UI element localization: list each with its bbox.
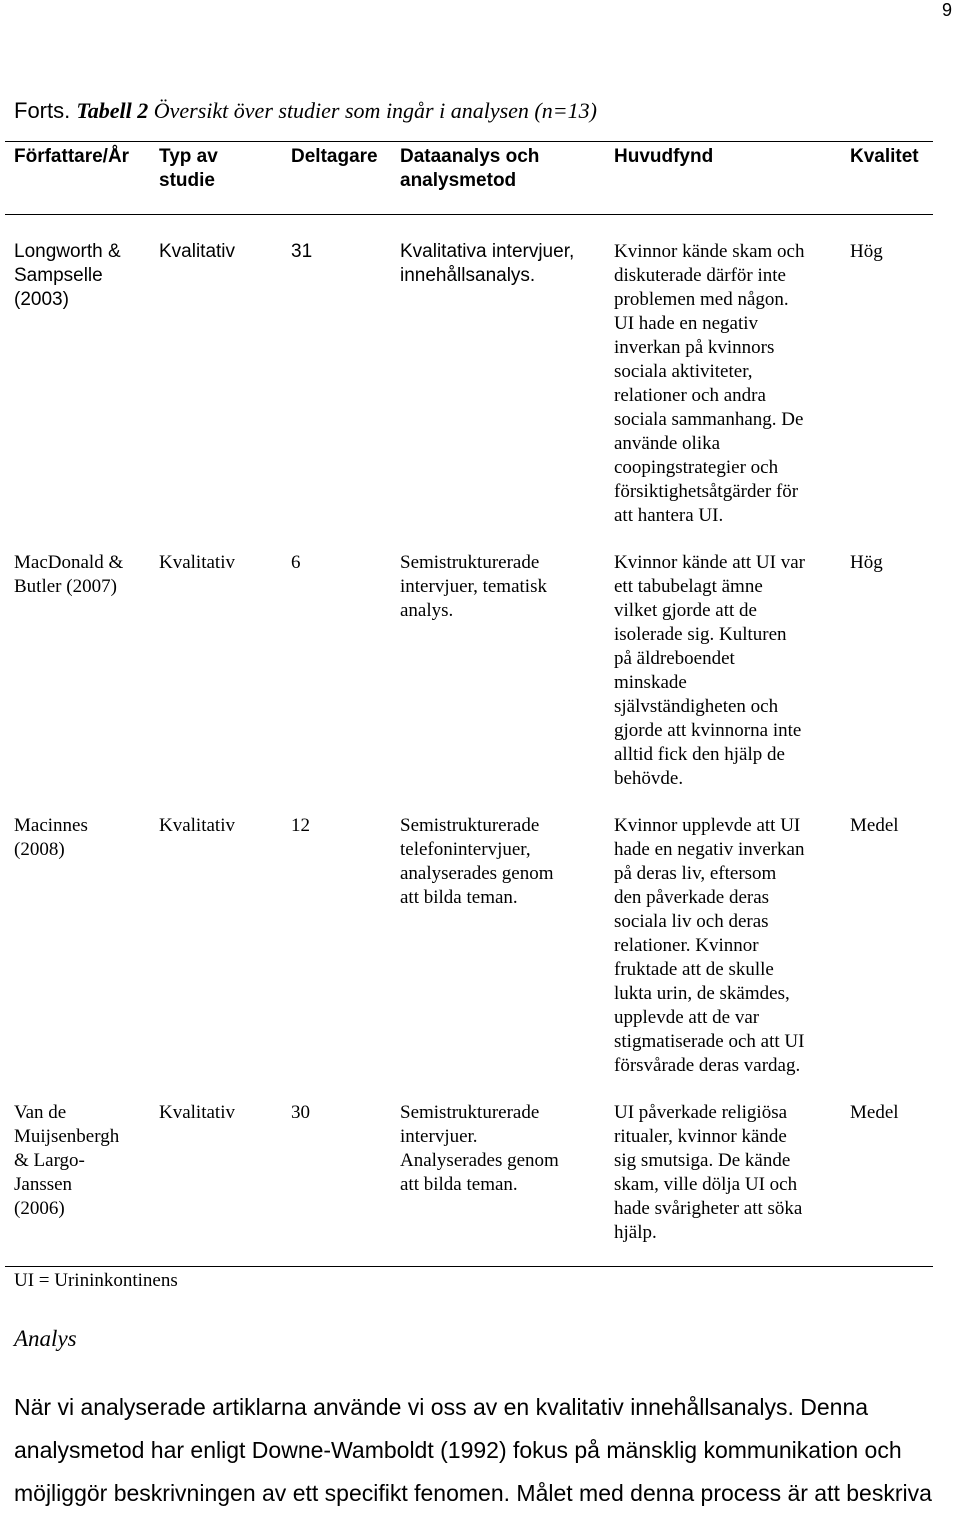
row-1-author: Longworth & Sampselle (2003) bbox=[14, 241, 121, 310]
row-1-participants: 31 bbox=[291, 241, 313, 262]
row-1-quality: Hög bbox=[850, 241, 883, 262]
header-type: Typ av studie bbox=[159, 146, 218, 191]
row-3-author: Macinnes (2008) bbox=[14, 815, 88, 860]
caption-prefix: Forts. bbox=[14, 98, 77, 123]
table-caption bbox=[14, 98, 597, 124]
caption-title: Översikt över studier som ingår i analysen (n=13) bbox=[148, 98, 597, 123]
row-3-type: Kvalitativ bbox=[159, 815, 235, 836]
row-2-findings: Kvinnor kände att UI var ett tabubelagt ämne vilket gjorde att de isolerade sig. Kulturen på äldreboendet minskade självständigheten och gjorde att kvinnorna inte alltid fick den hjälp de behövde. bbox=[614, 552, 805, 789]
table-footnote: UI = Urininkontinens bbox=[14, 1270, 178, 1291]
row-2-type: Kvalitativ bbox=[159, 552, 235, 573]
header-findings: Huvudfynd bbox=[614, 146, 714, 167]
row-2-author: MacDonald & Butler (2007) bbox=[14, 552, 124, 597]
row-3-findings: Kvinnor upplevde att UI hade en negativ inverkan på deras liv, eftersom den påverkade deras sociala liv och deras relationer. Kvinnor fruktade att de skulle lukta urin, de skämdes, upplevde att de var stigmatiserade och att UI försvårade deras vardag. bbox=[614, 815, 805, 1076]
table-top-rule bbox=[5, 141, 933, 142]
body-paragraph bbox=[14, 1386, 934, 1515]
row-4-analysis: Semistrukturerade intervjuer. Analyserades genom att bilda teman. bbox=[400, 1102, 559, 1195]
page-number: 9 bbox=[941, 0, 952, 20]
body-line: möjliggör beskrivningen av ett specifikt fenomen. Målet med denna process är att beskriva bbox=[14, 1480, 932, 1506]
table-bottom-rule bbox=[5, 1266, 933, 1267]
row-4-quality: Medel bbox=[850, 1102, 899, 1123]
row-3-quality: Medel bbox=[850, 815, 899, 836]
body-line: analysmetod har enligt Downe-Wamboldt (1992) fokus på mänsklig kommunikation och bbox=[14, 1437, 902, 1463]
row-1-findings: Kvinnor kände skam och diskuterade därför inte problemen med någon. UI hade en negativ inverkan på kvinnors sociala aktiviteter, relationer och andra sociala sammanhang. De använde olika coopingstrategier och försiktighetsåtgärder för att hantera UI. bbox=[614, 241, 805, 526]
row-2-participants: 6 bbox=[291, 552, 301, 573]
header-quality: Kvalitet bbox=[850, 146, 919, 167]
row-4-author: Van de Muijsenbergh & Largo- Janssen (2006) bbox=[14, 1102, 120, 1219]
header-participants: Deltagare bbox=[291, 146, 378, 167]
row-4-type: Kvalitativ bbox=[159, 1102, 235, 1123]
header-bottom-rule bbox=[5, 214, 933, 215]
row-1-analysis: Kvalitativa intervjuer, innehållsanalys. bbox=[400, 241, 575, 286]
row-3-analysis: Semistrukturerade telefonintervjuer, analyserades genom att bilda teman. bbox=[400, 815, 554, 908]
section-heading: Analys bbox=[14, 1326, 77, 1351]
caption-label: Tabell 2 bbox=[76, 98, 149, 123]
row-4-participants: 30 bbox=[291, 1102, 310, 1123]
row-4-findings: UI påverkade religiösa ritualer, kvinnor kände sig smutsiga. De kände skam, ville dölja UI och hade svårigheter att söka hjälp. bbox=[614, 1102, 803, 1243]
header-author: Författare/År bbox=[14, 146, 130, 167]
row-3-participants: 12 bbox=[291, 815, 310, 836]
row-2-quality: Hög bbox=[850, 552, 883, 573]
header-analysis: Dataanalys och analysmetod bbox=[400, 146, 540, 191]
row-1-type: Kvalitativ bbox=[159, 241, 236, 262]
body-line: När vi analyserade artiklarna använde vi oss av en kvalitativ innehållsanalys. Denna bbox=[14, 1394, 869, 1420]
row-2-analysis: Semistrukturerade intervjuer, tematisk analys. bbox=[400, 552, 547, 621]
